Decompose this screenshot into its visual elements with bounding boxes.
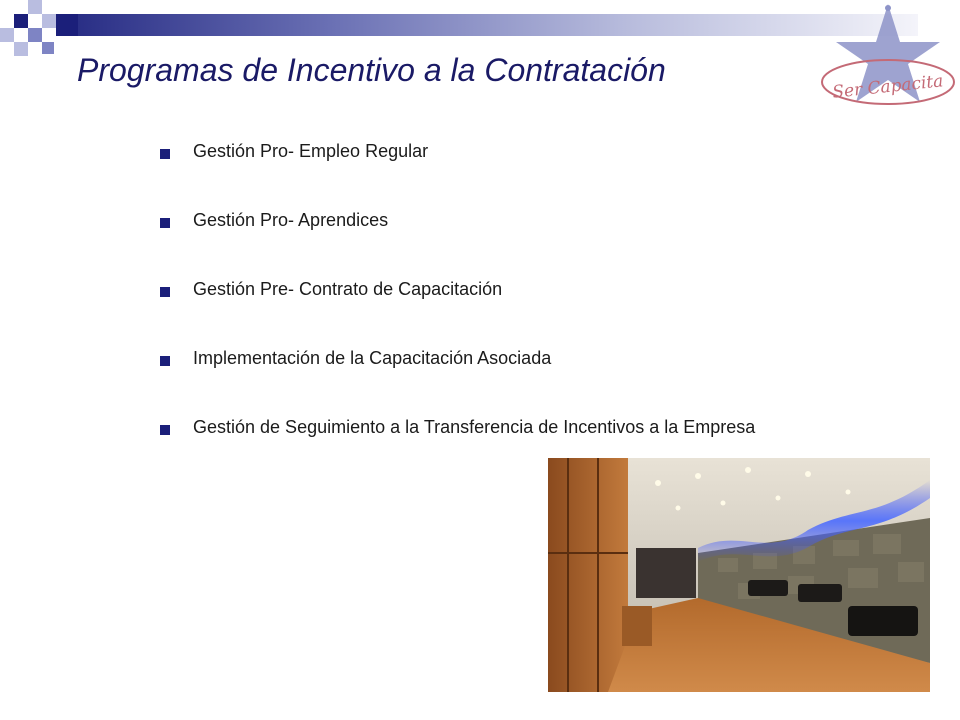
decor-square: [14, 14, 28, 28]
decor-square: [0, 28, 14, 42]
photo-wood-panel: [548, 458, 628, 692]
photo-sofa: [848, 606, 918, 636]
list-item-text: Gestión Pro- Aprendices: [193, 210, 389, 230]
decor-square: [56, 14, 78, 36]
photo-corridor: [636, 548, 696, 598]
list-item-text: Gestión de Seguimiento a la Transferencia de Incentivos a la Empresa: [193, 417, 756, 437]
interior-photo: [548, 458, 930, 692]
photo-sofa: [748, 580, 788, 596]
decor-square: [42, 42, 54, 54]
list-item-text: Gestión Pro- Empleo Regular: [193, 141, 429, 161]
photo-sofa: [798, 584, 842, 602]
list-item-text: Implementación de la Capacitación Asociada: [193, 348, 552, 368]
logo-star-tip: [885, 5, 891, 11]
square-bullet-icon: [160, 287, 170, 297]
decor-square: [28, 0, 42, 14]
square-bullet-icon: [160, 356, 170, 366]
star-logo-icon: [816, 0, 956, 112]
decor-square: [42, 14, 56, 28]
square-bullet-icon: [160, 218, 170, 228]
header-gradient-bar: [78, 14, 918, 36]
list-item-text: Gestión Pre- Contrato de Capacitación: [193, 279, 503, 299]
photo-counter: [622, 606, 652, 646]
logo-text: Ser Capacita: [831, 71, 945, 103]
slide-title: Programas de Incentivo a la Contratación: [77, 52, 666, 88]
decor-square: [28, 28, 42, 42]
square-bullet-icon: [160, 425, 170, 435]
square-bullet-icon: [160, 149, 170, 159]
decor-square: [14, 42, 28, 56]
